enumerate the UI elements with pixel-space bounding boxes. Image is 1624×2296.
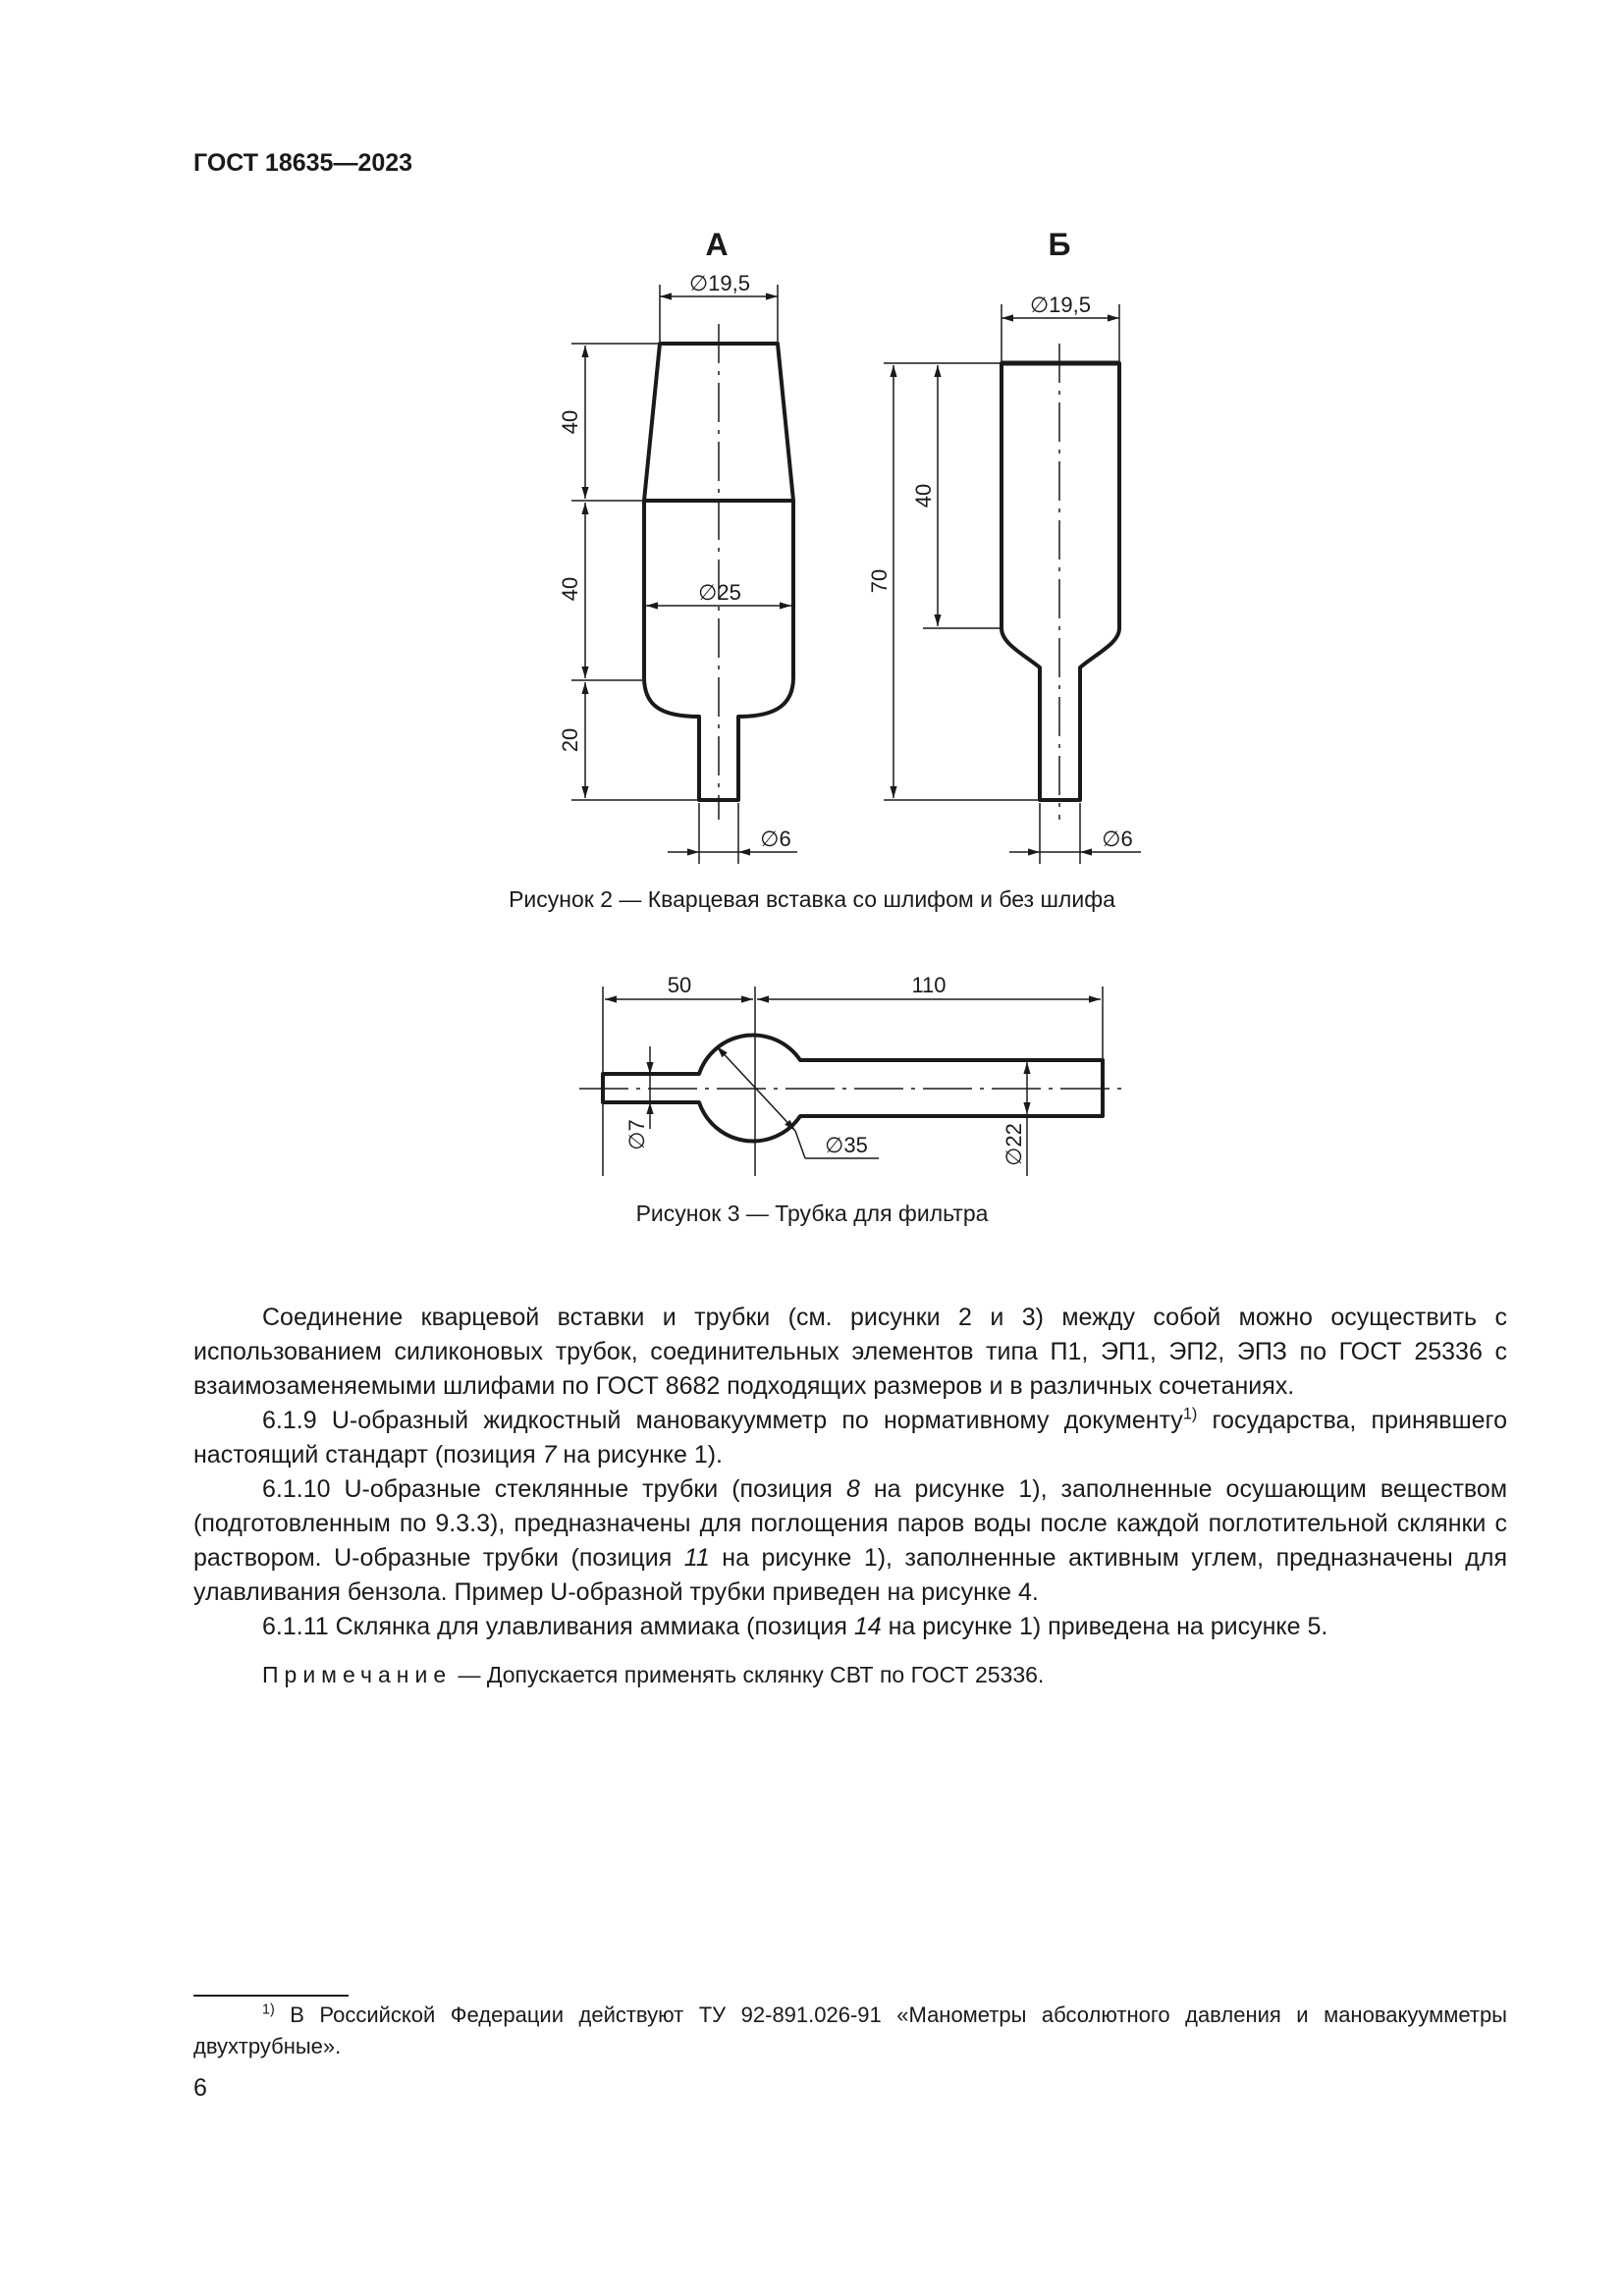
figure3-filter-tube xyxy=(579,973,1127,1176)
figure2-caption: Рисунок 2 — Кварцевая вставка со шлифом и без шлифа xyxy=(509,886,1115,912)
fig3-diameter-bulb: ∅35 xyxy=(825,1133,868,1157)
footnote xyxy=(193,2000,1507,2062)
figure2-label-b: Б xyxy=(1048,227,1071,262)
body-text xyxy=(193,1301,1507,1692)
b-neck-diameter: ∅6 xyxy=(1102,827,1133,851)
figure2-variant-b xyxy=(867,227,1141,864)
figure2-variant-a xyxy=(558,227,797,864)
paragraph-connection: Соединение кварцевой вставки и трубки (см. рисунки 2 и 3) между собой можно осуществить с использованием силиконовых трубок, соединительных элементов типа П1, ЭП1, ЭП2, ЭПЗ по ГОСТ 25336 с взаимозаменяемыми шлифами по ГОСТ 8682 подходящих размеров и в различных сочетаниях. xyxy=(193,1304,1507,1400)
a-dim-mid: 40 xyxy=(558,576,582,602)
note-text: — Допускается применять склянку СВТ по ГОСТ 25336. xyxy=(452,1662,1045,1687)
footnote-ref: 1) xyxy=(1182,1405,1198,1423)
fig3-diameter-right: ∅22 xyxy=(1001,1123,1026,1166)
fig3-diameter-left: ∅7 xyxy=(624,1119,649,1150)
a-dim-bottom: 20 xyxy=(558,727,582,753)
a-mid-diameter: ∅25 xyxy=(698,580,741,605)
a-neck-diameter: ∅6 xyxy=(760,827,791,851)
a-dim-top: 40 xyxy=(558,409,582,435)
paragraph-6-1-10: 6.1.10 U-образные стеклянные трубки (позиция 8 на рисунке 1), заполненные осушающим веществом (подготовленным по 9.3.3), предназначены для поглощения паров воды после каждой поглотительной склянки с раствором. U-образные трубки (позиция 11 на рисунке 1), заполненные активным углем, предназначены для улавливания бензола. Пример U-образной трубки приведен на рисунке 4. xyxy=(193,1475,1508,1606)
fig3-dim-left: 50 xyxy=(667,973,692,997)
paragraph-6-1-11: 6.1.11 Склянка для улавливания аммиака (позиция 14 на рисунке 1) приведена на рисунке 5. xyxy=(262,1613,1328,1640)
a-top-diameter: ∅19,5 xyxy=(689,271,750,295)
note-label: Примечание xyxy=(262,1662,453,1687)
footnote-separator xyxy=(193,1995,349,1997)
figure3-caption: Рисунок 3 — Трубка для фильтра xyxy=(635,1201,989,1226)
variant-b-outline xyxy=(1001,363,1119,800)
fig3-dim-right: 110 xyxy=(911,973,947,997)
paragraph-6-1-9: 6.1.9 U-образный жидкостный мановакуумметр по нормативному документу$^{1)}$ государства, принявшего настоящий стандарт (позиция 7 на рисунке 1). xyxy=(193,1405,1508,1468)
note xyxy=(193,1658,1507,1692)
figure2-label-a: А xyxy=(705,227,729,262)
b-dim-upper: 40 xyxy=(911,483,936,508)
footnote-mark: 1) xyxy=(262,2002,275,2018)
page-number: 6 xyxy=(193,2074,207,2102)
b-top-diameter: ∅19,5 xyxy=(1030,293,1091,317)
document-header: ГОСТ 18635—2023 xyxy=(193,149,413,177)
b-dim-total: 70 xyxy=(867,568,892,594)
footnote-text: В Российской Федерации действуют ТУ 92-891.026-91 «Манометры абсолютного давления и мановакуумметры двухтрубные». xyxy=(193,2002,1507,2058)
